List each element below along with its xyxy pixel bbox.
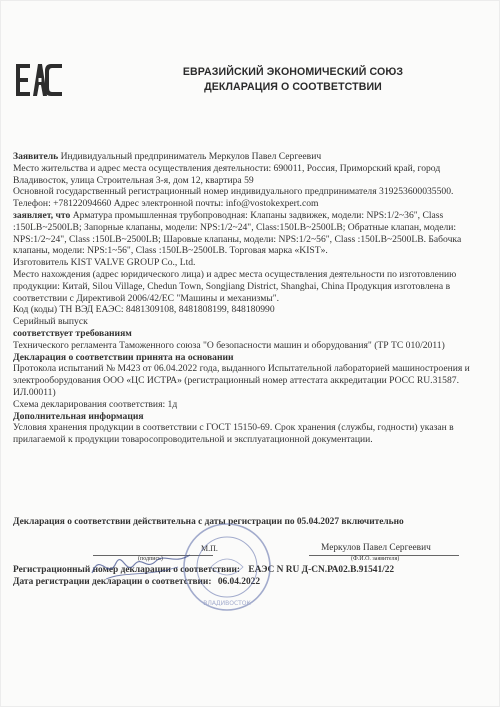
protocol-line-3: ИЛ.00011)	[13, 386, 56, 398]
signer-name: Меркулов Павел Сергеевич	[321, 543, 431, 553]
protocol-line-2: электрооборудования ООО «ЦС ИСТРА» (регистрационный номер аттестата аккредитации РОСС RU.31587.	[13, 375, 459, 387]
applicant-line	[13, 151, 491, 163]
document-header	[13, 63, 489, 103]
requirements-heading: соответствует требованиям	[13, 327, 132, 339]
applicant-label: Заявитель	[13, 151, 59, 162]
address-line-1: Место жительства и адрес места осуществления деятельности: 690011, Россия, Приморский край, город	[13, 162, 441, 174]
declares-label: заявляет, что	[13, 209, 71, 221]
validity-line: Декларация о соответствии действительна с даты регистрации по 05.04.2027 включительно	[13, 517, 404, 527]
signature-caption: (подпись)	[138, 556, 163, 562]
hs-codes-line: Код (коды) ТН ВЭД ЕАЭС: 8481309108, 8481808199, 848180990	[13, 304, 275, 316]
product-text-2: :150LB~2500LB; Запорные клапаны, модели: NPS:1/2~24", Class:150LB~2500LB; Обратные клапан, модели:	[13, 221, 457, 233]
manufacturer-address-3: соответствии с Директивой 2006/42/ЕС "Машины и механизмы".	[13, 292, 280, 304]
product-text-4: клапаны, модели: NPS:1~56", Class :150LB~2500LB. Торговая марка «KIST».	[13, 245, 328, 257]
applicant-signature	[86, 541, 196, 591]
regulation-line: Технического регламента Таможенного союза "О безопасности машин и оборудования" (ТР ТС 010/2011)	[13, 339, 445, 351]
declaration-body	[13, 151, 491, 446]
reg-date-label: Дата регистрации декларации о соответствии:	[13, 577, 212, 587]
storage-line-2: прилагаемой к продукции товаросопроводительной и эксплуатационной документации.	[13, 434, 373, 446]
reg-number-value: ЕАЭС N RU Д-CN.РА02.В.91541/22	[248, 565, 395, 575]
declaration-title: ДЕКЛАРАЦИЯ О СООТВЕТСТВИИ	[204, 81, 382, 93]
basis-heading: Декларация о соответствии принята на основании	[13, 351, 234, 363]
manufacturer-address-2: продукции: Китай, Silou Village, Chedun Town, Songjiang District, Shanghai, China Продукция изготовлена в	[13, 280, 451, 292]
stamp-text: ВЛАДИВОСТОК	[203, 600, 251, 607]
manufacturer-line: Изготовитель KIST VALVE GROUP Co., Ltd.	[13, 257, 196, 269]
manufacturer-address-1: Место нахождения (адрес юридического лица) и адрес места осуществления деятельности по изготовлению	[13, 268, 457, 280]
header-titles	[103, 65, 483, 95]
reg-number-label: Регистрационный номер декларации о соответствии:	[13, 565, 241, 575]
scheme-line: Схема декларирования соответствия: 1д	[13, 398, 178, 410]
additional-info-heading: Дополнительная информация	[13, 410, 144, 422]
mp-label: М.П.	[201, 544, 218, 553]
name-caption: (Ф.И.О. заявителя)	[351, 556, 400, 562]
product-text-1: Арматура промышленная трубопроводная: Клапаны задвижек, модели: NPS:1/2~36", Class	[70, 209, 444, 221]
eac-logo	[15, 63, 63, 97]
reg-date-value: 06.04.2022	[217, 577, 260, 587]
applicant-value: Индивидуальный предприниматель Меркулов Павел Сергеевич	[58, 151, 322, 162]
protocol-line-1: Протокола испытаний № М423 от 06.04.2022 года, выданного Испытательной лабораторией машиностроения и	[13, 363, 470, 375]
union-title: ЕВРАЗИЙСКИЙ ЭКОНОМИЧЕСКИЙ СОЮЗ	[182, 66, 404, 78]
storage-line-1: Условия хранения продукции в соответствии с ГОСТ 15150-69. Срок хранения (службы, годности) указан в	[13, 422, 454, 434]
product-text-3: NPS:1/2~24", Class :150LB~2500LB; Шаровые клапаны, модели: NPS:1/2~56", Class :150LB~2500LB. Бабочка	[13, 233, 462, 245]
ogrn-line: Основной государственный регистрационный номер индивидуального предпринимателя 319253600035500.	[13, 186, 454, 198]
declares-line	[13, 210, 491, 222]
serial-line: Серийный выпуск	[13, 316, 88, 328]
address-line-2: Владивосток, улица Строительная 3-я, дом 12, квартира 59	[13, 174, 254, 186]
contact-line: Телефон: +78122094660 Адрес электронной почты: info@vostokexpert.com	[13, 198, 319, 210]
